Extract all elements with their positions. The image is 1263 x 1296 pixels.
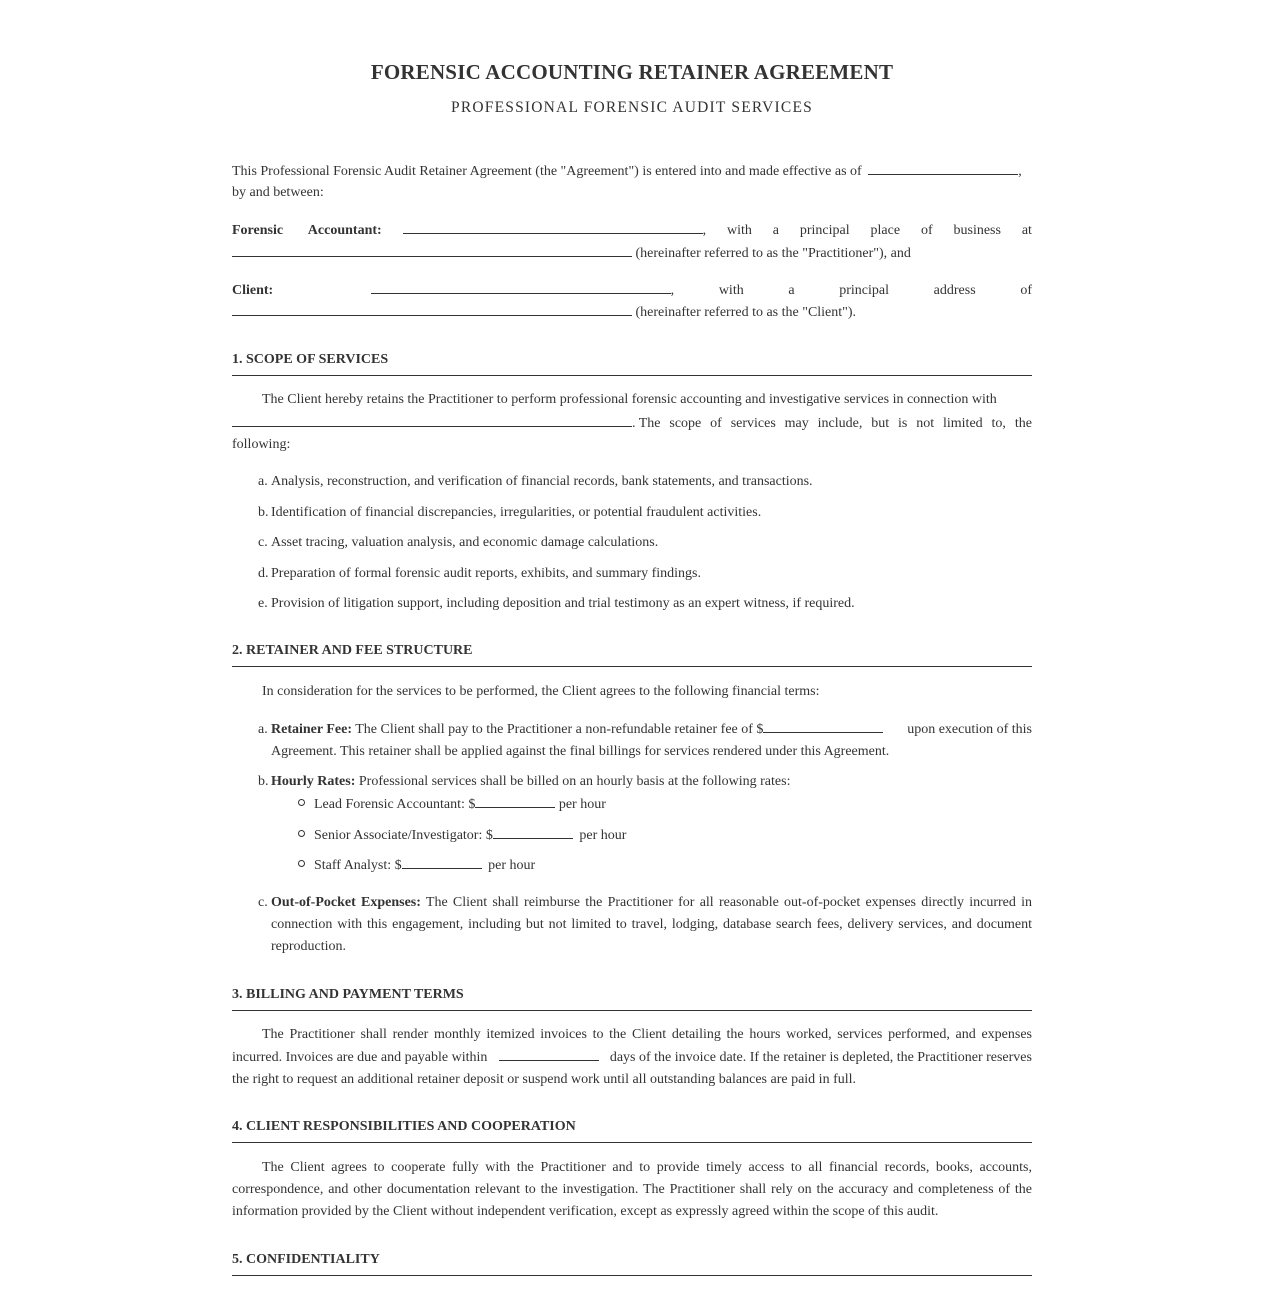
hourly-rates-item: b. Hourly Rates: Professional services shall be billed on an hourly basis at the following rates: xyxy=(258,774,791,789)
practitioner-address-field[interactable] xyxy=(232,242,632,257)
s4-line-1: The Client agrees to cooperate fully with the Practitioner and to provide timely access to all financial records, books, accounts, xyxy=(262,1160,1032,1175)
effective-date-field[interactable] xyxy=(868,160,1018,175)
rate-item-senior: Senior Associate/Investigator: $ per hour xyxy=(298,824,626,847)
rate-item-staff: Staff Analyst: $ per hour xyxy=(298,854,535,877)
list-item: d. Preparation of formal forensic audit reports, exhibits, and summary findings. xyxy=(258,566,702,581)
payment-days-field[interactable] xyxy=(499,1046,599,1061)
senior-rate-field[interactable] xyxy=(493,824,573,839)
client-label: Client: xyxy=(232,283,274,298)
section-1-heading: 1. SCOPE OF SERVICES xyxy=(232,351,1032,376)
practitioner-line-1: Forensic Accountant: , with a principal place of business at xyxy=(232,219,1032,241)
staff-rate-field[interactable] xyxy=(402,854,482,869)
intro-line-2: by and between: xyxy=(232,185,324,200)
retainer-amount-field[interactable] xyxy=(763,718,883,733)
s4-line-2: correspondence, and other documentation relevant to the investigation. The Practitioner shall rely on the accuracy and completeness of the xyxy=(232,1182,1032,1197)
section-2-heading: 2. RETAINER AND FEE STRUCTURE xyxy=(232,642,1032,667)
retainer-fee-item: a. Retainer Fee: The Client shall pay to the Practitioner a non-refundable retainer fee of $ upon execution of this Agreement. This retainer shall be applied against the final billings for services rendered under this Agreement. xyxy=(258,718,1032,763)
s2-intro: In consideration for the services to be performed, the Client agrees to the following financial terms: xyxy=(262,684,820,699)
bullet-icon xyxy=(298,860,305,867)
s3-line-2: incurred. Invoices are due and payable within days of the invoice date. If the retainer is depleted, the Practitioner reserves xyxy=(232,1046,1032,1068)
client-address-field[interactable] xyxy=(232,301,632,316)
client-tail: (hereinafter referred to as the "Client"). xyxy=(635,305,857,320)
client-line-1: Client: , with a principal address of xyxy=(232,279,1032,301)
s1-para-line-1: The Client hereby retains the Practitioner to perform professional forensic accounting and investigative services in connection with xyxy=(262,392,997,407)
matter-description-field[interactable] xyxy=(232,412,632,427)
section-3-heading: 3. BILLING AND PAYMENT TERMS xyxy=(232,986,1032,1011)
practitioner-line-2 xyxy=(232,242,1032,264)
retainer-fee-label: Retainer Fee: xyxy=(271,722,352,737)
document-subtitle: PROFESSIONAL FORENSIC AUDIT SERVICES xyxy=(451,99,813,116)
s3-line-3: the right to request an additional retainer deposit or suspend work until all outstanding balances are paid in full. xyxy=(232,1072,857,1087)
bullet-icon xyxy=(298,830,305,837)
practitioner-name-field[interactable] xyxy=(403,219,703,234)
expenses-label: Out-of-Pocket Expenses: xyxy=(271,895,421,910)
list-item: a. Analysis, reconstruction, and verification of financial records, bank statements, and transactions. xyxy=(258,474,813,489)
s1-para-line-2: . The scope of services may include, but is not limited to, the xyxy=(232,412,1032,434)
list-item: b. Identification of financial discrepancies, irregularities, or potential fraudulent activities. xyxy=(258,505,762,520)
lead-rate-field[interactable] xyxy=(475,793,555,808)
intro-line-1: This Professional Forensic Audit Retainer Agreement (the "Agreement") is entered into and made effective as of , xyxy=(232,160,1032,182)
list-item: c. Asset tracing, valuation analysis, and economic damage calculations. xyxy=(258,535,659,550)
bullet-icon xyxy=(298,799,305,806)
document-title: FORENSIC ACCOUNTING RETAINER AGREEMENT xyxy=(370,60,894,84)
client-name-field[interactable] xyxy=(371,279,671,294)
section-5-heading: 5. CONFIDENTIALITY xyxy=(232,1251,1032,1276)
client-line-2 xyxy=(232,301,1032,323)
s1-para-line-3: following: xyxy=(232,437,291,452)
expenses-item: c. Out-of-Pocket Expenses: The Client shall reimburse the Practitioner for all reasonable out-of-pocket expenses directly incurred in connection with this engagement, including but not limited to travel, lodging, database search fees, delivery services, and document reproduction. xyxy=(258,895,1033,954)
intro-text: This Professional Forensic Audit Retainer Agreement (the "Agreement") is entered into and made effective as of xyxy=(232,164,862,179)
s3-line-1: The Practitioner shall render monthly itemized invoices to the Client detailing the hours worked, services performed, and expenses xyxy=(262,1027,1032,1042)
s4-line-3: information provided by the Client without independent verification, except as expressly agreed within the scope of this audit. xyxy=(232,1204,939,1219)
list-item: e. Provision of litigation support, including deposition and trial testimony as an expert witness, if required. xyxy=(258,596,855,611)
practitioner-tail: (hereinafter referred to as the "Practitioner"), and xyxy=(635,246,911,261)
section-4-heading: 4. CLIENT RESPONSIBILITIES AND COOPERATION xyxy=(232,1118,1032,1143)
practitioner-label: Forensic Accountant: xyxy=(232,223,382,238)
rate-item-lead: Lead Forensic Accountant: $ per hour xyxy=(298,793,606,816)
hourly-rates-label: Hourly Rates: xyxy=(271,774,356,789)
